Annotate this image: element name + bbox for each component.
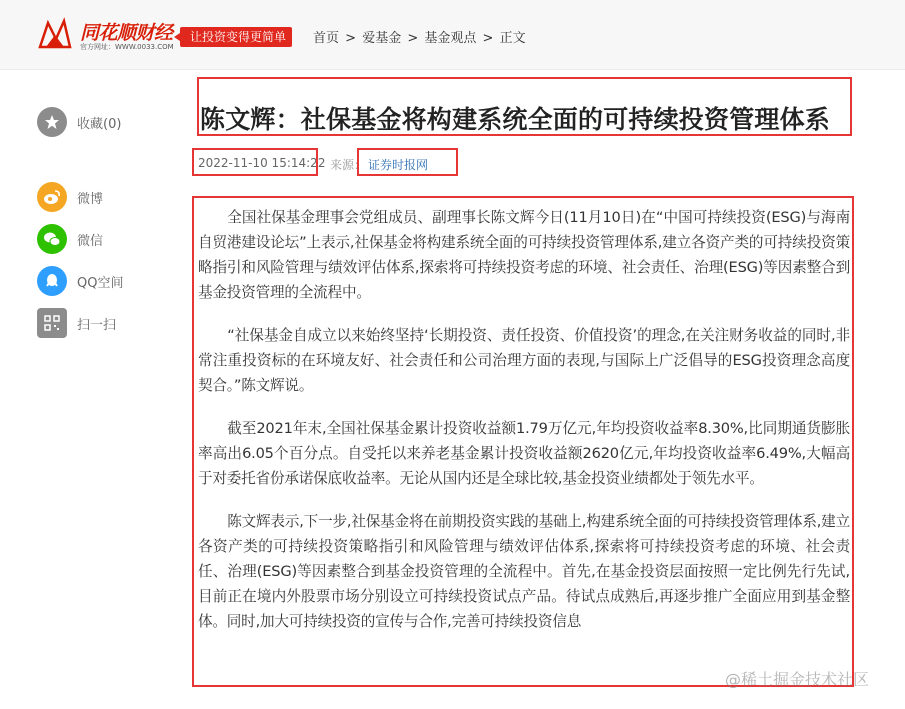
breadcrumb-separator: > (403, 31, 419, 46)
article-paragraph: 陈文辉表示,下一步,社保基金将在前期投资实践的基础上,构建系统全面的可持续投资管理体系,建立各资产类的可持续投资策略指引和风险管理与绩效评估体系,探索将可持续投资考虑的环境、社会责任、治理(ESG)等因素整合到基金投资管理的全流程中。首先,在基金投资层面按照一定比例先行先试,目前正在境内外股票市场分别设立可持续投资试点产品。待试点成熟后,再逐步推广全面应用到基金整体。同时,加大可持续投资的宣传与合作,完善可持续投资信息 (198, 513, 850, 630)
logo-icon[interactable] (36, 17, 74, 53)
article-paragraph: “社保基金自成立以来始终坚持‘长期投资、责任投资、价值投资’的理念,在关注财务收益的同时,非常注重投资标的在环境友好、社会责任和公司治理方面的表现,与国际上广泛倡导的ESG投资理念高度契合。”陈文辉说。 (198, 327, 850, 394)
breadcrumb (313, 27, 526, 46)
logo-subtext: 官方网址：WWW.0033.COM (80, 43, 174, 51)
sidebar-item-label: 收藏(0) (77, 116, 122, 132)
breadcrumb-separator: > (478, 31, 494, 46)
source-highlight-box (357, 148, 458, 176)
wechat-icon (37, 224, 67, 254)
sidebar-item-label: QQ空间 (77, 275, 124, 291)
breadcrumb-separator: > (341, 31, 357, 46)
breadcrumb-home[interactable]: 首页 (313, 31, 340, 46)
sidebar-item-qzone[interactable] (37, 266, 123, 296)
star-icon (37, 107, 67, 137)
watermark: @稀土掘金技术社区 (725, 670, 870, 689)
sidebar-item-wechat[interactable] (37, 224, 103, 254)
title-highlight-box (197, 77, 852, 136)
sidebar-item-weibo[interactable] (37, 182, 103, 212)
article-paragraph: 截至2021年末,全国社保基金累计投资收益额1.79万亿元,年均投资收益率8.30%,比同期通货膨胀率高出6.05个百分点。自受托以来养老基金累计投资收益额2620亿元,年均投资收益率6.49%,大幅高于对委托省份承诺保底收益率。无论从国内还是全球比较,基金投资业绩都处于领先水平。 (198, 420, 850, 487)
body-highlight-box (192, 196, 854, 687)
logo-text[interactable]: 同花顺财经 (80, 22, 173, 44)
breadcrumb-current: 正文 (499, 31, 526, 46)
qzone-icon (37, 266, 67, 296)
site-header (0, 0, 905, 70)
time-highlight-box (192, 148, 318, 176)
sidebar-item-scan[interactable] (37, 308, 116, 338)
breadcrumb-fund[interactable]: 爱基金 (362, 31, 402, 46)
weibo-icon (37, 182, 67, 212)
article-paragraph: 全国社保基金理事会党组成员、副理事长陈文辉今日(11月10日)在“中国可持续投资(ESG)与海南自贸港建设论坛”上表示,社保基金将构建系统全面的可持续投资管理体系,建立各资产类的可持续投资策略指引和风险管理与绩效评估体系,探索将可持续投资考虑的环境、社会责任、治理(ESG)等因素整合到基金投资管理的全流程中。 (198, 209, 850, 301)
source-link[interactable]: 证券时报网 (368, 158, 429, 172)
sidebar-item-label: 微信 (77, 233, 104, 249)
article-title: 陈文辉：社保基金将构建系统全面的可持续投资管理体系 (200, 105, 831, 134)
article-timestamp: 2022-11-10 15:14:22 (198, 156, 326, 170)
breadcrumb-fund-views[interactable]: 基金观点 (424, 31, 477, 46)
sidebar-item-label: 扫一扫 (77, 317, 117, 333)
source-label: 来源： (330, 158, 367, 172)
sidebar-item-favorite[interactable] (37, 107, 121, 137)
slogan-badge: 让投资变得更简单 (180, 27, 292, 47)
qrcode-icon (37, 308, 67, 338)
sidebar-item-label: 微博 (77, 191, 104, 207)
